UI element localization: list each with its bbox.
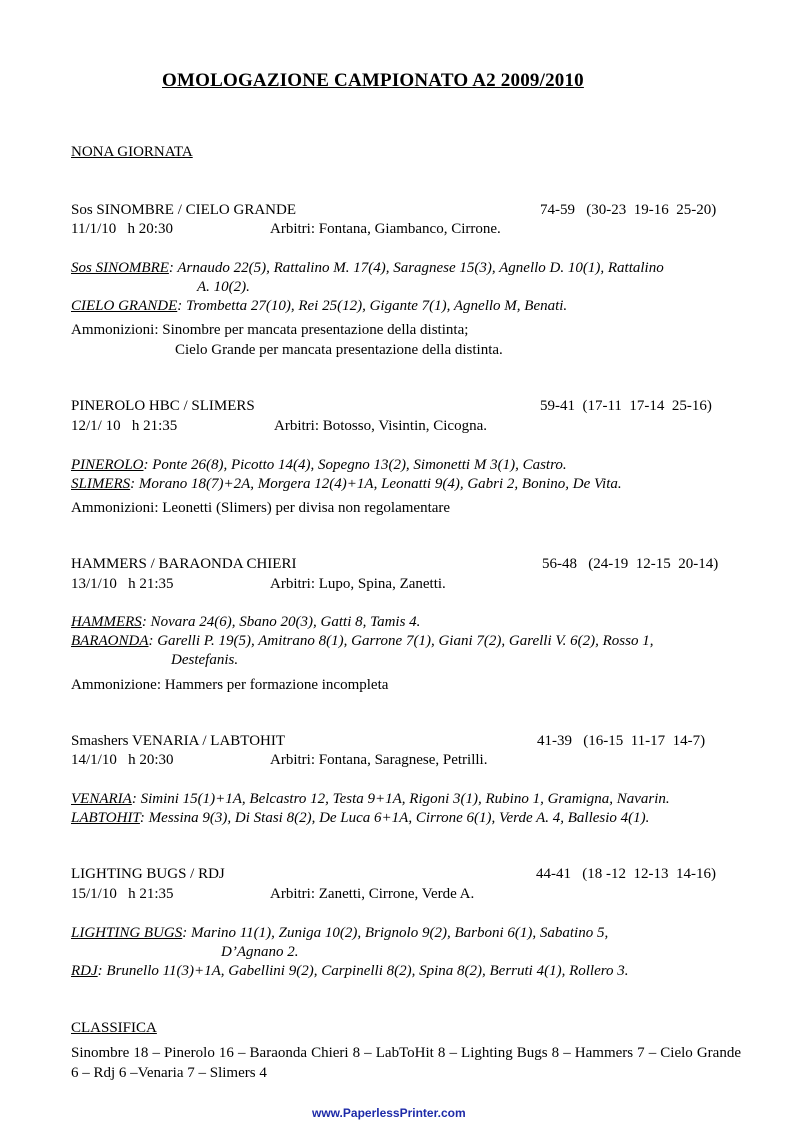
match-1-teams: Sos SINOMBRE / CIELO GRANDE: [71, 202, 297, 218]
match-1-home-team: Sos SINOMBRE: [71, 260, 169, 276]
match-3-score: 56-48 (24-19 12-15 20-14): [542, 556, 719, 572]
match-5-home-roster: LIGHTING BUGS: Marino 11(1), Zuniga 10(2), Brignolo 9(2), Barboni 6(1), Sabatino 5, D’Agnano 2.: [71, 925, 609, 960]
match-4-date: 14/1/10 h 20:30: [71, 752, 174, 768]
match-4-away-team: LABTOHIT: [71, 810, 140, 826]
match-1-info: [71, 221, 501, 238]
standings-heading: CLASSIFICA: [71, 1020, 157, 1036]
match-3-notes: Ammonizione: Hammers per formazione incompleta: [71, 677, 389, 693]
match-5-away-roster: RDJ: Brunello 11(3)+1A, Gabellini 9(2), Carpinelli 8(2), Spina 8(2), Berruti 4(1), Rollero 3.: [71, 963, 629, 979]
match-4-teams: Smashers VENARIA / LABTOHIT: [71, 733, 286, 749]
match-1-referees: Arbitri: Fontana, Giambanco, Cirrone.: [270, 221, 501, 237]
match-5-info: [71, 886, 474, 903]
match-1-away-team: CIELO GRANDE: [71, 298, 178, 314]
match-1-date: 11/1/10 h 20:30: [71, 221, 173, 237]
match-3-home-team: HAMMERS: [71, 614, 142, 630]
match-2-date: 12/1/ 10 h 21:35: [71, 418, 178, 434]
standings-text: Sinombre 18 – Pinerolo 16 – Baraonda Chieri 8 – LabToHit 8 – Lighting Bugs 8 – Hammers 7 – Cielo Grande 6 – Rdj 6 –Venaria 7 – Slimers 4: [71, 1045, 741, 1081]
match-3-away-roster: BARAONDA: Garelli P. 19(5), Amitrano 8(1), Garrone 7(1), Giani 7(2), Garelli V. 6(2), Rosso 1, Destefanis.: [71, 633, 654, 668]
match-5-away-team: RDJ: [71, 963, 98, 979]
page-title: OMOLOGAZIONE CAMPIONATO A2 2009/2010: [162, 70, 584, 91]
match-3-date: 13/1/10 h 21:35: [71, 576, 174, 592]
match-3-teams: HAMMERS / BARAONDA CHIERI: [71, 556, 297, 572]
match-2-referees: Arbitri: Botosso, Visintin, Cicogna.: [274, 418, 487, 434]
match-5-teams: LIGHTING BUGS / RDJ: [71, 866, 225, 882]
match-1-notes: Ammonizioni: Sinombre per mancata presentazione della distinta; Cielo Grande per mancata presentazione della distinta.: [71, 322, 503, 358]
match-2-score: 59-41 (17-11 17-14 25-16): [540, 398, 712, 414]
match-4-info: [71, 752, 487, 769]
match-4-referees: Arbitri: Fontana, Saragnese, Petrilli.: [270, 752, 488, 768]
match-4-away-roster: LABTOHIT: Messina 9(3), Di Stasi 8(2), De Luca 6+1A, Cirrone 6(1), Verde A. 4, Ballesio 4(1).: [71, 810, 650, 826]
match-4-home-roster: VENARIA: Simini 15(1)+1A, Belcastro 12, Testa 9+1A, Rigoni 3(1), Rubino 1, Gramigna, Navarin.: [71, 791, 670, 807]
match-3-referees: Arbitri: Lupo, Spina, Zanetti.: [270, 576, 446, 592]
match-3-info: [71, 576, 446, 593]
match-2-home-roster: PINEROLO: Ponte 26(8), Picotto 14(4), Sopegno 13(2), Simonetti M 3(1), Castro.: [71, 457, 567, 473]
match-2-away-roster: SLIMERS: Morano 18(7)+2A, Morgera 12(4)+1A, Leonatti 9(4), Gabri 2, Bonino, De Vita.: [71, 476, 622, 492]
match-2-info: [71, 418, 487, 435]
match-5-referees: Arbitri: Zanetti, Cirrone, Verde A.: [270, 886, 475, 902]
match-5-date: 15/1/10 h 21:35: [71, 886, 174, 902]
match-2-away-team: SLIMERS: [71, 476, 131, 492]
match-1-away-roster: CIELO GRANDE: Trombetta 27(10), Rei 25(12), Gigante 7(1), Agnello M, Benati.: [71, 298, 568, 314]
match-2-teams: PINEROLO HBC / SLIMERS: [71, 398, 255, 414]
match-2-notes: Ammonizioni: Leonetti (Slimers) per divisa non regolamentare: [71, 500, 451, 516]
footer-link[interactable]: www.PaperlessPrinter.com: [312, 1106, 466, 1120]
match-5-home-team: LIGHTING BUGS: [71, 925, 183, 941]
match-3-away-team: BARAONDA: [71, 633, 149, 649]
match-1-home-roster: Sos SINOMBRE: Arnaudo 22(5), Rattalino M. 17(4), Saragnese 15(3), Agnello D. 10(1), Rattalino A. 10(2).: [71, 260, 664, 295]
match-4-home-team: VENARIA: [71, 791, 132, 807]
match-1-score: 74-59 (30-23 19-16 25-20): [540, 202, 717, 218]
match-3-home-roster: HAMMERS: Novara 24(6), Sbano 20(3), Gatti 8, Tamis 4.: [71, 614, 421, 630]
match-5-score: 44-41 (18 -12 12-13 14-16): [536, 866, 716, 882]
match-2-home-team: PINEROLO: [71, 457, 144, 473]
match-4-score: 41-39 (16-15 11-17 14-7): [537, 733, 706, 749]
round-heading: NONA GIORNATA: [71, 144, 193, 160]
